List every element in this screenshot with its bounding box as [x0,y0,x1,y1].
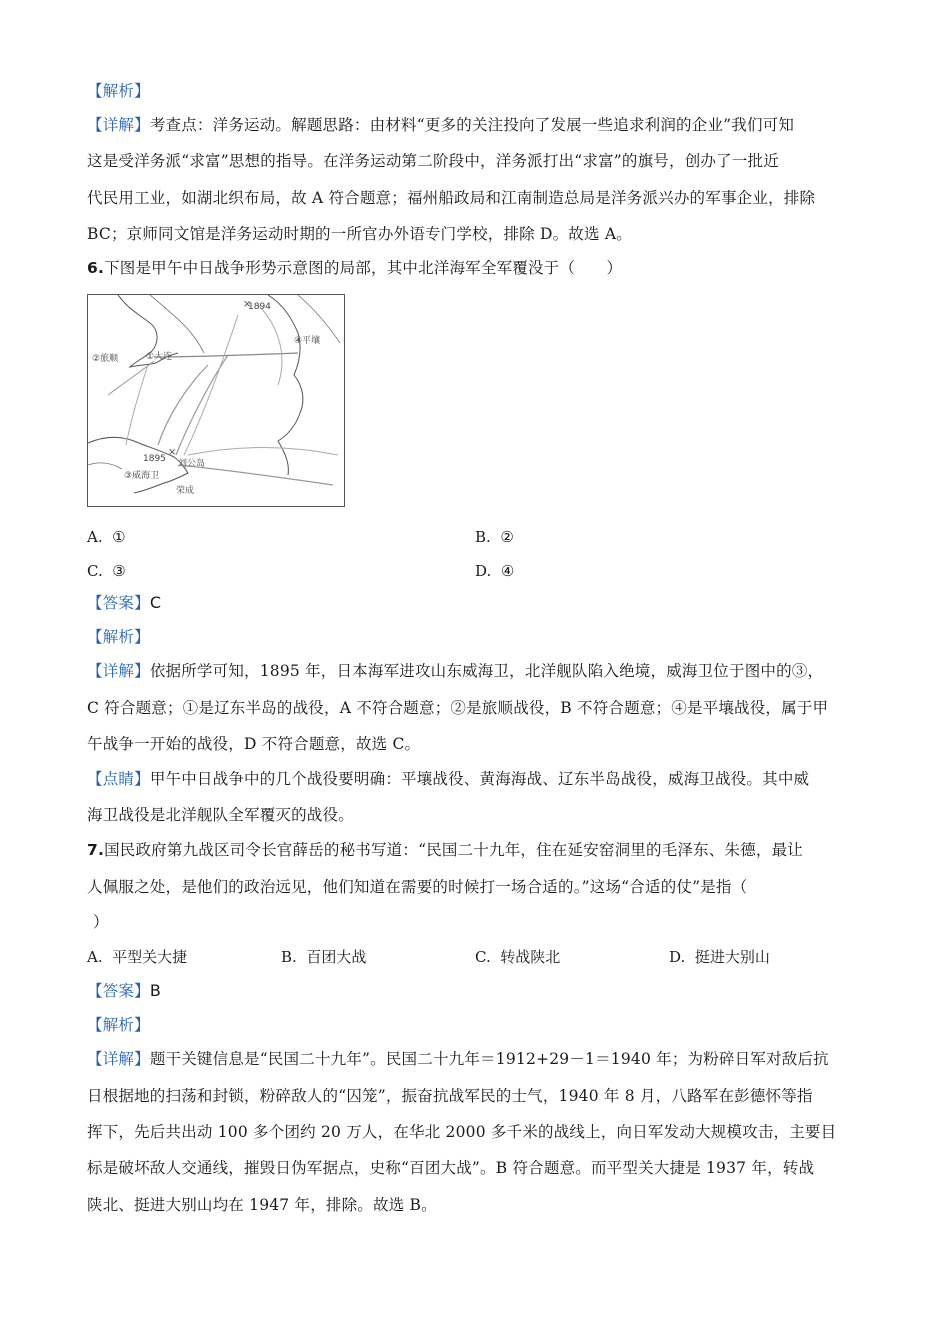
route-line [258,305,282,385]
detail-tag: 【详解】 [87,1050,150,1068]
option-b[interactable]: B. ② [475,528,514,546]
battle-marker-icon: × [243,299,252,310]
coastline-shandong [88,437,188,493]
analysis-tag: 【解析】 [87,628,150,646]
map-label-liugongdao: 刘公岛 [178,459,206,469]
route-line [126,365,148,445]
detail-tag: 【详解】 [87,116,150,134]
option-c[interactable]: C. ③ [87,562,126,580]
answer-line [87,980,161,1002]
route-line [184,315,238,455]
detail-line: 【详解】题干关键信息是“民国二十九年”。民国二十九年＝1912+29－1＝1940 年；为粉碎日军对敌后抗 [87,1050,829,1068]
option-b[interactable]: B. 百团大战 [281,948,367,966]
detail-tag: 【详解】 [87,662,150,680]
map-label-1894: 1894 [248,302,271,312]
option-c[interactable]: C. 转战陕北 [475,948,561,966]
answer-line [87,592,161,614]
question-7-stem: 人佩服之处，是他们的政治远见，他们知道在需要的时候打一场合适的。”这场“合适的仗”是指（ [87,878,748,896]
question-7-stem: ） [93,913,109,931]
tip-tag: 【点睛】 [87,770,150,788]
detail-line: 日根据地的扫荡和封锁，粉碎敌人的“囚笼”，振奋抗战军民的士气，1940 年 8 月，八路军在彭德怀等指 [87,1087,813,1105]
map-label-rongcheng: 荣成 [176,486,195,496]
detail-line: 这是受洋务派“求富”思想的指导。在洋务运动第二阶段中，洋务派打出“求富”的旗号，创办了一批近 [87,152,779,170]
map-label-pingrang: ④平壤 [294,336,321,346]
answer-tag: 【答案】 [87,982,150,1000]
battle-marker-icon: × [168,447,177,458]
map-label-lushun: ②旅顺 [92,354,119,364]
route-line [158,365,208,445]
tip-line: 【点睛】甲午中日战争中的几个战役要明确：平壤战役、黄海海战、辽东半岛战役，威海卫战役。其中威 [87,770,810,788]
route-line [188,448,338,456]
answer-tag: 【答案】 [87,594,150,612]
analysis-tag: 【解析】 [87,82,150,100]
question-number: 6. [87,259,105,277]
option-d[interactable]: D. 挺进大别山 [669,948,770,966]
answer-value: B [149,981,161,1000]
map-label-1895: 1895 [143,454,166,464]
detail-line: C 符合题意；①是辽东半岛的战役，A 不符合题意；②是旅顺战役，B 不符合题意；④是平壤战役，属于甲 [87,699,829,717]
question-7-stem: 7.国民政府第九战区司令长官薛岳的秘书写道：“民国二十九年，住在延安窑洞里的毛泽东、朱德，最让 [87,841,804,859]
detail-line: 午战争一开始的战役，D 不符合题意，故选 C。 [87,735,421,753]
option-a[interactable]: A. ① [87,528,126,546]
coastline-shandong-inner [88,463,122,469]
answer-value: C [149,593,162,612]
map-label-dalian: ①大连 [146,352,173,362]
detail-line: 【详解】依据所学可知，1895 年，日本海军进攻山东威海卫，北洋舰队陷入绝境，威海卫位于图中的③， [87,662,824,680]
detail-line: 代民用工业，如湖北织布局，故 A 符合题意；福州船政局和江南制造总局是洋务派兴办的军事企业，排除 [87,189,816,207]
question-6-stem: 6.下图是甲午中日战争形势示意图的局部，其中北洋海军全军覆没于（ ） [87,259,623,277]
detail-line: 挥下，先后共出动 100 多个团约 20 万人，在华北 2000 多千米的战线上，向日军发动大规模攻击，主要目 [87,1123,837,1141]
map-label-weihaiwei: ③威海卫 [124,471,160,481]
detail-line: 标是破坏敌人交通线，摧毁日伪军据点，史称“百团大战”。B 符合题意。而平型关大捷是 1937 年，转战 [87,1159,815,1177]
sino-japanese-war-map [87,294,345,507]
question-number: 7. [87,841,105,859]
detail-line: 陕北、挺进大别山均在 1947 年，排除。故选 B。 [87,1196,437,1214]
tip-line: 海卫战役是北洋舰队全军覆灭的战役。 [87,806,354,824]
detail-line: 【详解】考查点：洋务运动。解题思路：由材料“更多的关注投向了发展一些追求利润的企业”我们可知 [87,116,795,134]
route-line [176,355,228,455]
detail-line: BC；京师同文馆是洋务运动时期的一所官办外语专门学校，排除 D。故选 A。 [87,225,632,243]
analysis-tag: 【解析】 [87,1016,150,1034]
coastline-liaodong-east [150,295,204,353]
option-a[interactable]: A. 平型关大捷 [87,948,188,966]
map-figure [88,295,344,506]
option-d[interactable]: D. ④ [475,562,515,580]
